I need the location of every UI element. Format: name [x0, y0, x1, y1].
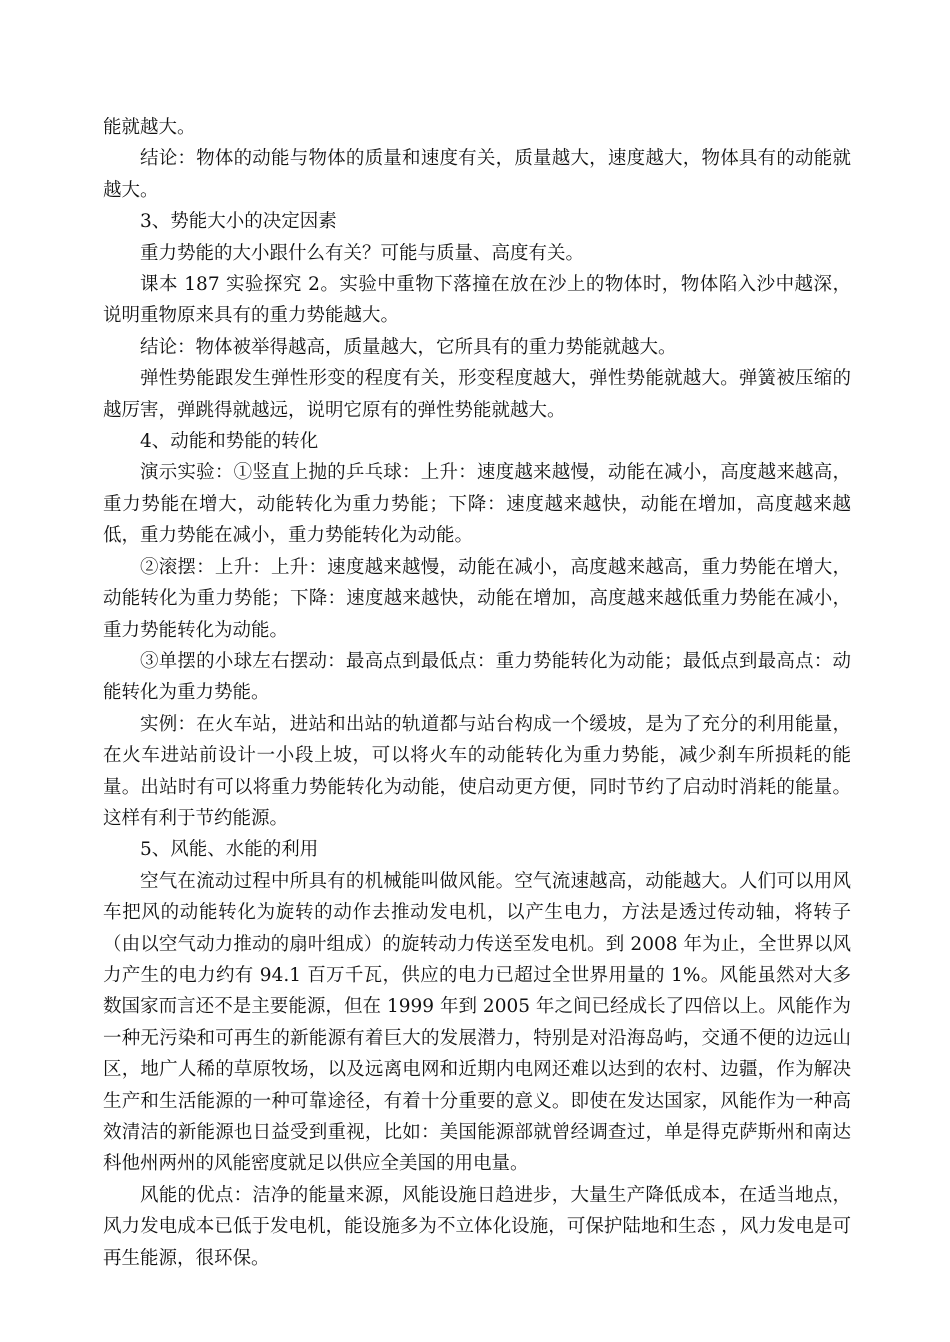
paragraph: 演示实验：①竖直上抛的乒乓球：上升：速度越来越慢，动能在减小，高度越来越高，重力势能在增大，动能转化为重力势能；下降：速度越来越快，动能在增加，高度越来越低，重力势能在减小，重力势能转化为动能。 — [103, 462, 851, 547]
section-heading-potential-energy: 3、势能大小的决定因素 — [140, 211, 337, 233]
paragraph: 空气在流动过程中所具有的机械能叫做风能。空气流速越高，动能越大。人们可以用风车把风的动能转化为旋转的动作去推动发电机，以产生电力，方法是透过传动轴，将转子（由以空气动力推动的扇叶组成）的旋转动力传送至发电机。到 2008 年为止，全世界以风力产生的电力约有 94.1 百万千瓦，供应的电力已超过全世界用量的 1%。风能虽然对大多数国家而言还不是主要能源，但在 1999 年到 2005 年之间已经成长了四倍以上。风能作为一种无污染和可再生的新能源有着巨大的发展潜力，特别是对沿海岛屿，交通不便的边远山区，地广人稀的草原牧场，以及远离电网和近期内电网还难以达到的农村、边疆，作为解决生产和生活能源的一种可靠途径，有着十分重要的意义。即使在发达国家，风能作为一种高效清洁的新能源也日益受到重视，比如：美国能源部就曾经调查过，单是得克萨斯州和南达科他州两州的风能密度就足以供应全美国的用电量。 — [103, 870, 851, 1175]
paragraph: 重力势能的大小跟什么有关？可能与质量、高度有关。 — [140, 242, 585, 264]
section-heading-energy-conversion: 4、动能和势能的转化 — [140, 431, 319, 453]
document-page — [103, 112, 851, 1274]
section-heading-wind-water: 5、风能、水能的利用 — [140, 839, 319, 861]
paragraph: ②滚摆：上升：上升：速度越来越慢，动能在减小，高度越来越高，重力势能在增大，动能转化为重力势能；下降：速度越来越快，动能在增加，高度越来越低重力势能在减小，重力势能转化为动能。 — [103, 556, 851, 641]
paragraph: 课本 187 实验探究 2。实验中重物下落撞在放在沙上的物体时，物体陷入沙中越深，说明重物原来具有的重力势能越大。 — [103, 274, 851, 327]
paragraph-continuation: 能就越大。 — [103, 117, 196, 138]
paragraph: ③单摆的小球左右摆动：最高点到最低点：重力势能转化为动能；最低点到最高点：动能转化为重力势能。 — [103, 650, 851, 704]
paragraph-kinetic-conclusion: 结论：物体的动能与物体的质量和速度有关，质量越大，速度越大，物体具有的动能就越大。 — [103, 148, 851, 201]
paragraph: 实例：在火车站，进站和出站的轨道都与站台构成一个缓坡，是为了充分的利用能量，在火车进站前设计一小段上坡，可以将火车的动能转化为重力势能，减少刹车所损耗的能量。出站时有可以将重力势能转化为动能，使启动更方便，同时节约了启动时消耗的能量。这样有利于节约能源。 — [103, 713, 851, 829]
paragraph: 结论：物体被举得越高，质量越大，它所具有的重力势能就越大。 — [140, 336, 677, 358]
paragraph: 风能的优点：洁净的能量来源，风能设施日趋进步，大量生产降低成本，在适当地点，风力发电成本已低于发电机，能设施多为不立体化设施，可保护陆地和生态 ，风力发电是可再生能源，很环保。 — [103, 1184, 851, 1269]
paragraph: 弹性势能跟发生弹性形变的程度有关，形变程度越大，弹性势能就越大。弹簧被压缩的越厉害，弹跳得就越远，说明它原有的弹性势能就越大。 — [103, 368, 851, 421]
